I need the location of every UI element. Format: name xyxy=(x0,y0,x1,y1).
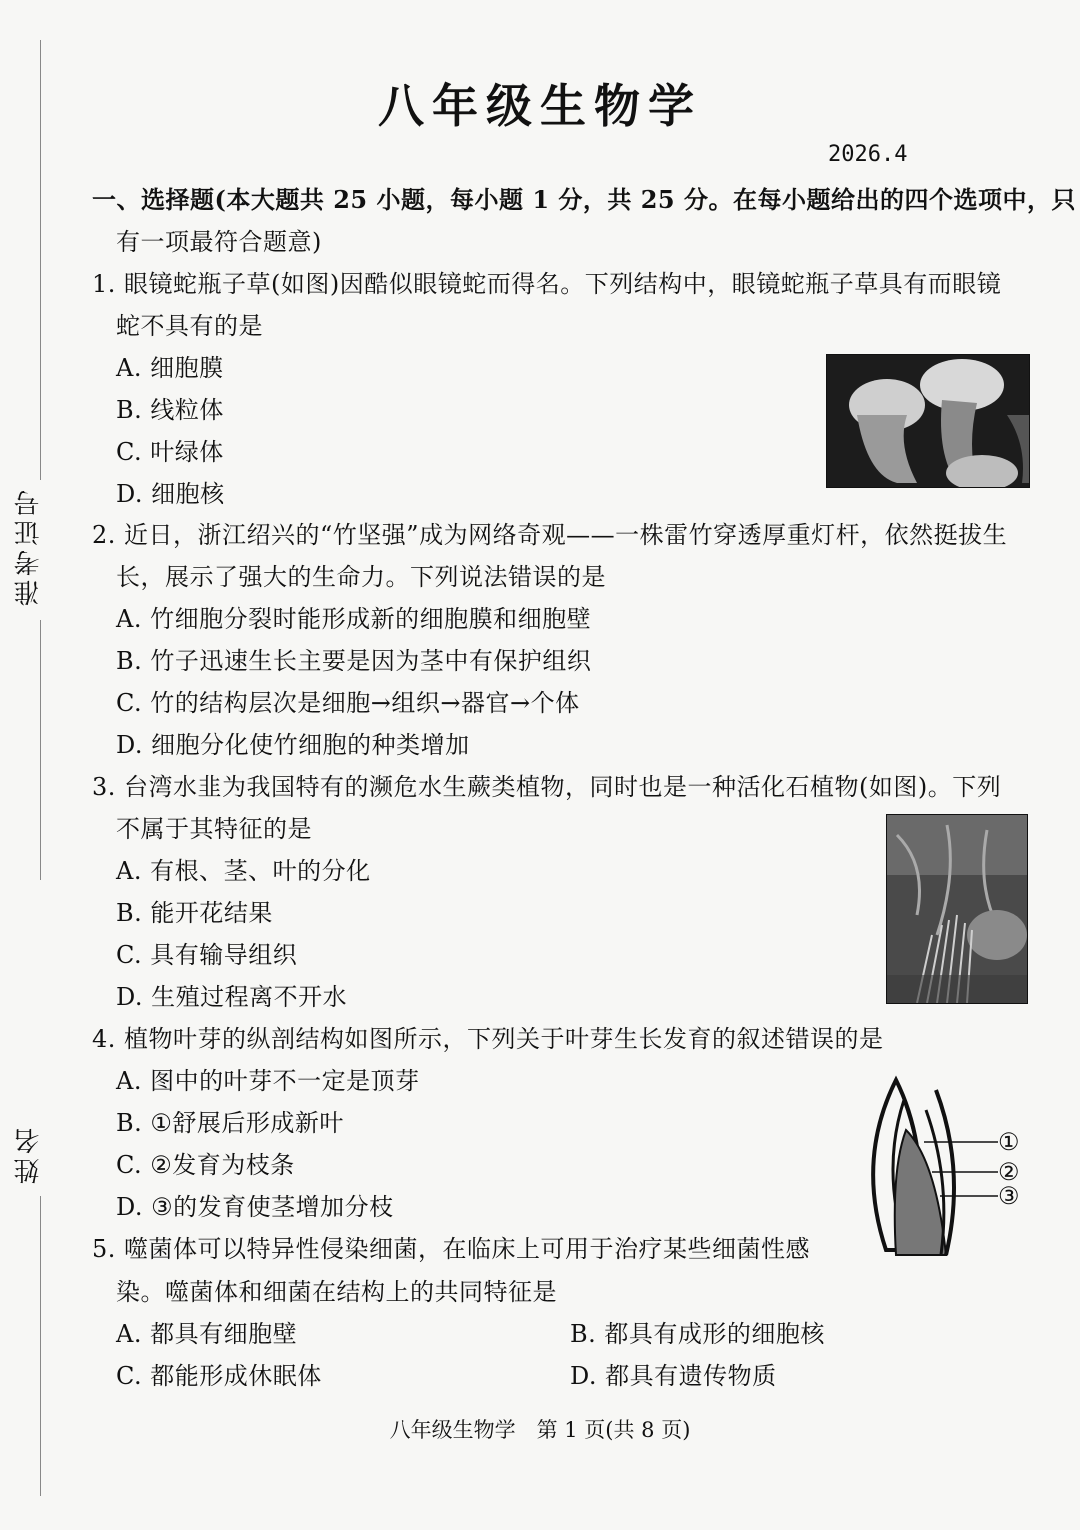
q5-stem-line2: 染。噬菌体和细菌在结构上的共同特征是 xyxy=(116,1278,557,1306)
q1-option-b: B. 线粒体 xyxy=(116,396,224,424)
q2-option-d: D. 细胞分化使竹细胞的种类增加 xyxy=(116,731,470,759)
q1-stem-line2: 蛇不具有的是 xyxy=(116,312,263,340)
page-footer: 八年级生物学 第 1 页(共 8 页) xyxy=(389,1418,691,1442)
q2-stem-line1: 2. 近日，浙江绍兴的“竹坚强”成为网络奇观——一株雷竹穿透厚重灯杆，依然挺拔生 xyxy=(92,521,1008,549)
q3-option-c: C. 具有输导组织 xyxy=(116,941,298,969)
q1-option-a: A. 细胞膜 xyxy=(116,354,224,382)
q5-stem-line1: 5. 噬菌体可以特异性侵染细菌，在临床上可用于治疗某些细菌性感 xyxy=(92,1235,811,1263)
q1-stem-line1: 1. 眼镜蛇瓶子草(如图)因酷似眼镜蛇而得名。下列结构中，眼镜蛇瓶子草具有而眼镜 xyxy=(92,270,1002,298)
name-label: 姓名 xyxy=(14,1124,44,1184)
binding-line-bottom xyxy=(40,1196,41,1496)
q3-option-d: D. 生殖过程离不开水 xyxy=(116,983,348,1011)
q3-stem-line1: 3. 台湾水韭为我国特有的濒危水生蕨类植物，同时也是一种活化石植物(如图)。下列 xyxy=(92,773,1002,801)
quillwort-photo xyxy=(886,814,1028,1004)
q4-option-d: D. ③的发育使茎增加分枝 xyxy=(116,1193,394,1221)
q3-option-a: A. 有根、茎、叶的分化 xyxy=(116,857,371,885)
q3-option-b: B. 能开花结果 xyxy=(116,899,273,927)
bud-label-1: ① xyxy=(998,1128,1021,1156)
q5-option-b: B. 都具有成形的细胞核 xyxy=(570,1320,825,1348)
q1-option-d: D. 细胞核 xyxy=(116,480,225,508)
exam-date: 2026.4 xyxy=(828,142,908,167)
section-header-line2: 有一项最符合题意) xyxy=(116,228,322,256)
q5-option-a: A. 都具有细胞壁 xyxy=(116,1320,298,1348)
page-title: 八年级生物学 xyxy=(378,79,702,133)
q4-option-a: A. 图中的叶芽不一定是顶芽 xyxy=(116,1067,420,1095)
q2-stem-line2: 长，展示了强大的生命力。下列说法错误的是 xyxy=(116,563,606,591)
q2-option-a: A. 竹细胞分裂时能形成新的细胞膜和细胞壁 xyxy=(116,605,592,633)
q5-option-c: C. 都能形成休眠体 xyxy=(116,1362,322,1390)
binding-line-mid xyxy=(40,620,41,880)
cobra-lily-photo xyxy=(826,354,1030,488)
bud-label-2: ② xyxy=(998,1158,1021,1186)
q4-option-c: C. ②发育为枝条 xyxy=(116,1151,295,1179)
q2-option-c: C. 竹的结构层次是细胞→组织→器官→个体 xyxy=(116,689,580,717)
q4-option-b: B. ①舒展后形成新叶 xyxy=(116,1109,344,1137)
q5-option-d: D. 都具有遗传物质 xyxy=(570,1362,777,1390)
q4-stem-line1: 4. 植物叶芽的纵剖结构如图所示，下列关于叶芽生长发育的叙述错误的是 xyxy=(92,1025,884,1053)
section-header-line1: 一、选择题(本大题共 25 小题，每小题 1 分，共 25 分。在每小题给出的四个选项中，只 xyxy=(92,185,1076,214)
q2-option-b: B. 竹子迅速生长主要是因为茎中有保护组织 xyxy=(116,647,592,675)
leaf-bud-diagram xyxy=(856,1070,1036,1260)
q1-option-c: C. 叶绿体 xyxy=(116,438,224,466)
q3-stem-line2: 不属于其特征的是 xyxy=(116,815,312,843)
bud-label-3: ③ xyxy=(998,1182,1021,1210)
exam-id-label: 准考证号 xyxy=(14,486,44,606)
